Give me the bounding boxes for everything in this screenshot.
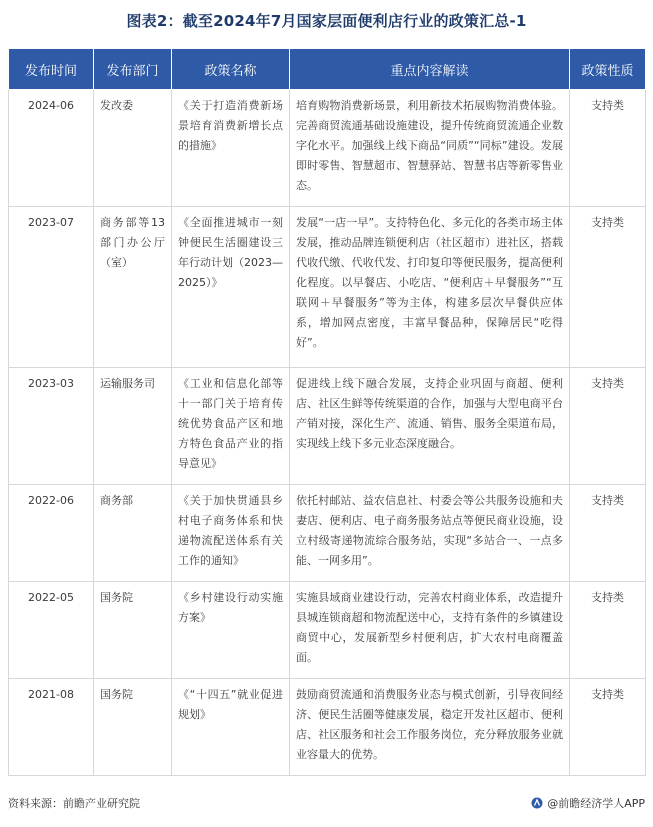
- cell-nature: 支持类: [570, 582, 646, 679]
- policy-table-container: [8, 48, 645, 776]
- cell-policy-name: 《关于打造消费新场景培育消费新增长点的措施》: [172, 90, 290, 207]
- cell-date: 2024-06: [9, 90, 94, 207]
- cell-dept: 运输服务司: [94, 368, 172, 485]
- cell-policy-name: 《关于加快贯通县乡村电子商务体系和快递物流配送体系有关工作的通知》: [172, 485, 290, 582]
- header-name: 政策名称: [172, 49, 290, 90]
- cell-dept: 国务院: [94, 679, 172, 776]
- cell-date: 2022-06: [9, 485, 94, 582]
- cell-policy-name: 《乡村建设行动实施方案》: [172, 582, 290, 679]
- cell-nature: 支持类: [570, 485, 646, 582]
- cell-dept: 国务院: [94, 582, 172, 679]
- table-row: [9, 90, 646, 207]
- table-row: [9, 582, 646, 679]
- cell-content: 培育购物消费新场景，利用新技术拓展购物消费体验。完善商贸流通基础设施建设，提升传统商贸流通企业数字化水平。加强线上线下商品“同质”“同标”建设。发展即时零售、智慧超市、智慧驿站、智慧书店等新零售业态。: [290, 90, 570, 207]
- cell-nature: 支持类: [570, 368, 646, 485]
- table-row: [9, 207, 646, 368]
- cell-nature: 支持类: [570, 679, 646, 776]
- qianzhan-logo-icon: [531, 797, 543, 809]
- table-row: [9, 679, 646, 776]
- cell-policy-name: 《“十四五”就业促进规划》: [172, 679, 290, 776]
- header-dept: 发布部门: [94, 49, 172, 90]
- cell-content: 依托村邮站、益农信息社、村委会等公共服务设施和夫妻店、便利店、电子商务服务站点等便民商业设施，设立村级寄递物流综合服务站，实现“多站合一、一点多能、一网多用”。: [290, 485, 570, 582]
- cell-dept: 商务部等13部门办公厅（室）: [94, 207, 172, 368]
- cell-nature: 支持类: [570, 90, 646, 207]
- cell-dept: 发改委: [94, 90, 172, 207]
- table-row: [9, 485, 646, 582]
- cell-content: 鼓励商贸流通和消费服务业态与模式创新，引导夜间经济、便民生活圈等健康发展，稳定开发社区超市、便利店、社区服务和社会工作服务岗位，充分释放服务业就业容量大的优势。: [290, 679, 570, 776]
- chart-title: 图表2：截至2024年7月国家层面便利店行业的政策汇总-1: [126, 12, 527, 30]
- cell-content: 促进线上线下融合发展，支持企业巩固与商超、便利店、社区生鲜等传统渠道的合作，加强与大型电商平台产销对接，深化生产、流通、销售、服务全渠道布局，实现线上线下多元业态深度融合。: [290, 368, 570, 485]
- cell-content: 实施县域商业建设行动，完善农村商业体系，改造提升县城连锁商超和物流配送中心，支持有条件的乡镇建设商贸中心，发展新型乡村便利店，扩大农村电商覆盖面。: [290, 582, 570, 679]
- header-nature: 政策性质: [570, 49, 646, 90]
- header-content: 重点内容解读: [290, 49, 570, 90]
- cell-policy-name: 《全面推进城市一刻钟便民生活圈建设三年行动计划（2023—2025）》: [172, 207, 290, 368]
- cell-date: 2022-05: [9, 582, 94, 679]
- cell-policy-name: 《工业和信息化部等十一部门关于培育传统优势食品产区和地方特色食品产业的指导意见》: [172, 368, 290, 485]
- cell-date: 2023-07: [9, 207, 94, 368]
- table-header-row: [9, 49, 646, 90]
- table-row: [9, 368, 646, 485]
- source-note: 资料来源：前瞻产业研究院: [8, 797, 140, 810]
- brand-credit: [531, 795, 645, 811]
- cell-content: 发展“一店一早”。支持特色化、多元化的各类市场主体发展，推动品牌连锁便利店（社区超市）进社区，搭载代收代缴、代收代发、打印复印等便民服务，提高便利化程度。以早餐店、小吃店、“便利店＋早餐服务”“互联网＋早餐服务”等为主体，构建多层次早餐供应体系，增加网点密度，丰富早餐品种，保障居民“吃得好”。: [290, 207, 570, 368]
- cell-nature: 支持类: [570, 207, 646, 368]
- cell-dept: 商务部: [94, 485, 172, 582]
- header-date: 发布时间: [9, 49, 94, 90]
- cell-date: 2021-08: [9, 679, 94, 776]
- cell-date: 2023-03: [9, 368, 94, 485]
- policy-table: [8, 48, 646, 776]
- brand-text: @前瞻经济学人APP: [547, 797, 645, 810]
